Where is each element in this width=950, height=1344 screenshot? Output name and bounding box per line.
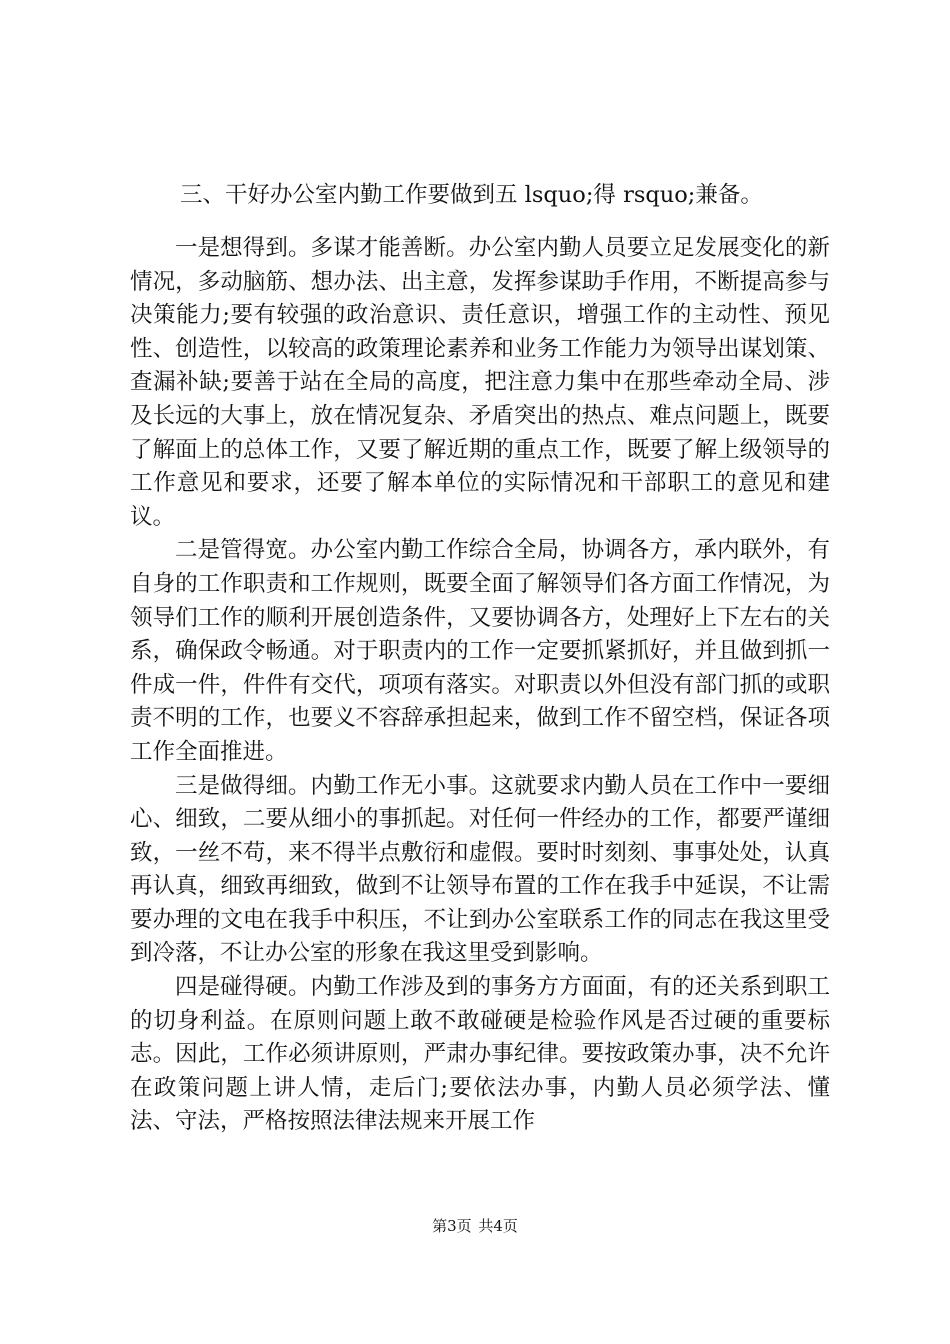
paragraph-1: 一是想得到。多谋才能善断。办公室内勤人员要立足发展变化的新情况，多动脑筋、想办法、出主意，发挥参谋助手作用，不断提高参与决策能力;要有较强的政治意识、责任意识，增强工作的主动性、预见性、创造性，以较高的政策理论素养和业务工作能力为领导出谋划策、查漏补缺;要善于站在全局的高度，把注意力集中在那些牵动全局、涉及长远的大事上，放在情况复杂、矛盾突出的热点、难点问题上，既要了解面上的总体工作，又要了解近期的重点工作，既要了解上级领导的工作意见和要求，还要了解本单位的实际情况和干部职工的意见和建议。 — [130, 235, 830, 530]
paragraph-4: 四是碰得硬。内勤工作涉及到的事务方方面面，有的还关系到职工的切身利益。在原则问题上敢不敢碰硬是检验作风是否过硬的重要标志。因此，工作必须讲原则，严肃办事纪律。要按政策办事，决不允许在政策问题上讲人情，走后门;要依法办事，内勤人员必须学法、懂法、守法，严格按照法律法规来开展工作 — [130, 974, 830, 1135]
page-number: 第3页 — [432, 1217, 472, 1235]
section-heading: 三、干好办公室内勤工作要做到五 lsquo;得 rsquo;兼备。 — [180, 182, 763, 208]
document-body — [130, 232, 830, 1139]
paragraph-3: 三是做得细。内勤工作无小事。这就要求内勤人员在工作中一要细心、细致，二要从细小的事抓起。对任何一件经办的工作，都要严谨细致，一丝不苟，来不得半点敷衍和虚假。要时时刻刻、事事处处，认真再认真，细致再细致，做到不让领导布置的工作在我手中延误，不让需要办理的文电在我手中积压，不让到办公室联系工作的同志在我这里受到冷落，不让办公室的形象在我这里受到影响。 — [130, 772, 830, 967]
page-total: 共4页 — [478, 1217, 518, 1235]
paragraph-2: 二是管得宽。办公室内勤工作综合全局，协调各方，承内联外，有自身的工作职责和工作规则，既要全面了解领导们各方面工作情况，为领导们工作的顺利开展创造条件，又要协调各方，处理好上下左右的关系，确保政令畅通。对于职责内的工作一定要抓紧抓好，并且做到抓一件成一件，件件有交代，项项有落实。对职责以外但没有部门抓的或职责不明的工作，也要义不容辞承担起来，做到工作不留空档，保证各项工作全面推进。 — [130, 537, 830, 765]
page-footer — [0, 1215, 950, 1237]
